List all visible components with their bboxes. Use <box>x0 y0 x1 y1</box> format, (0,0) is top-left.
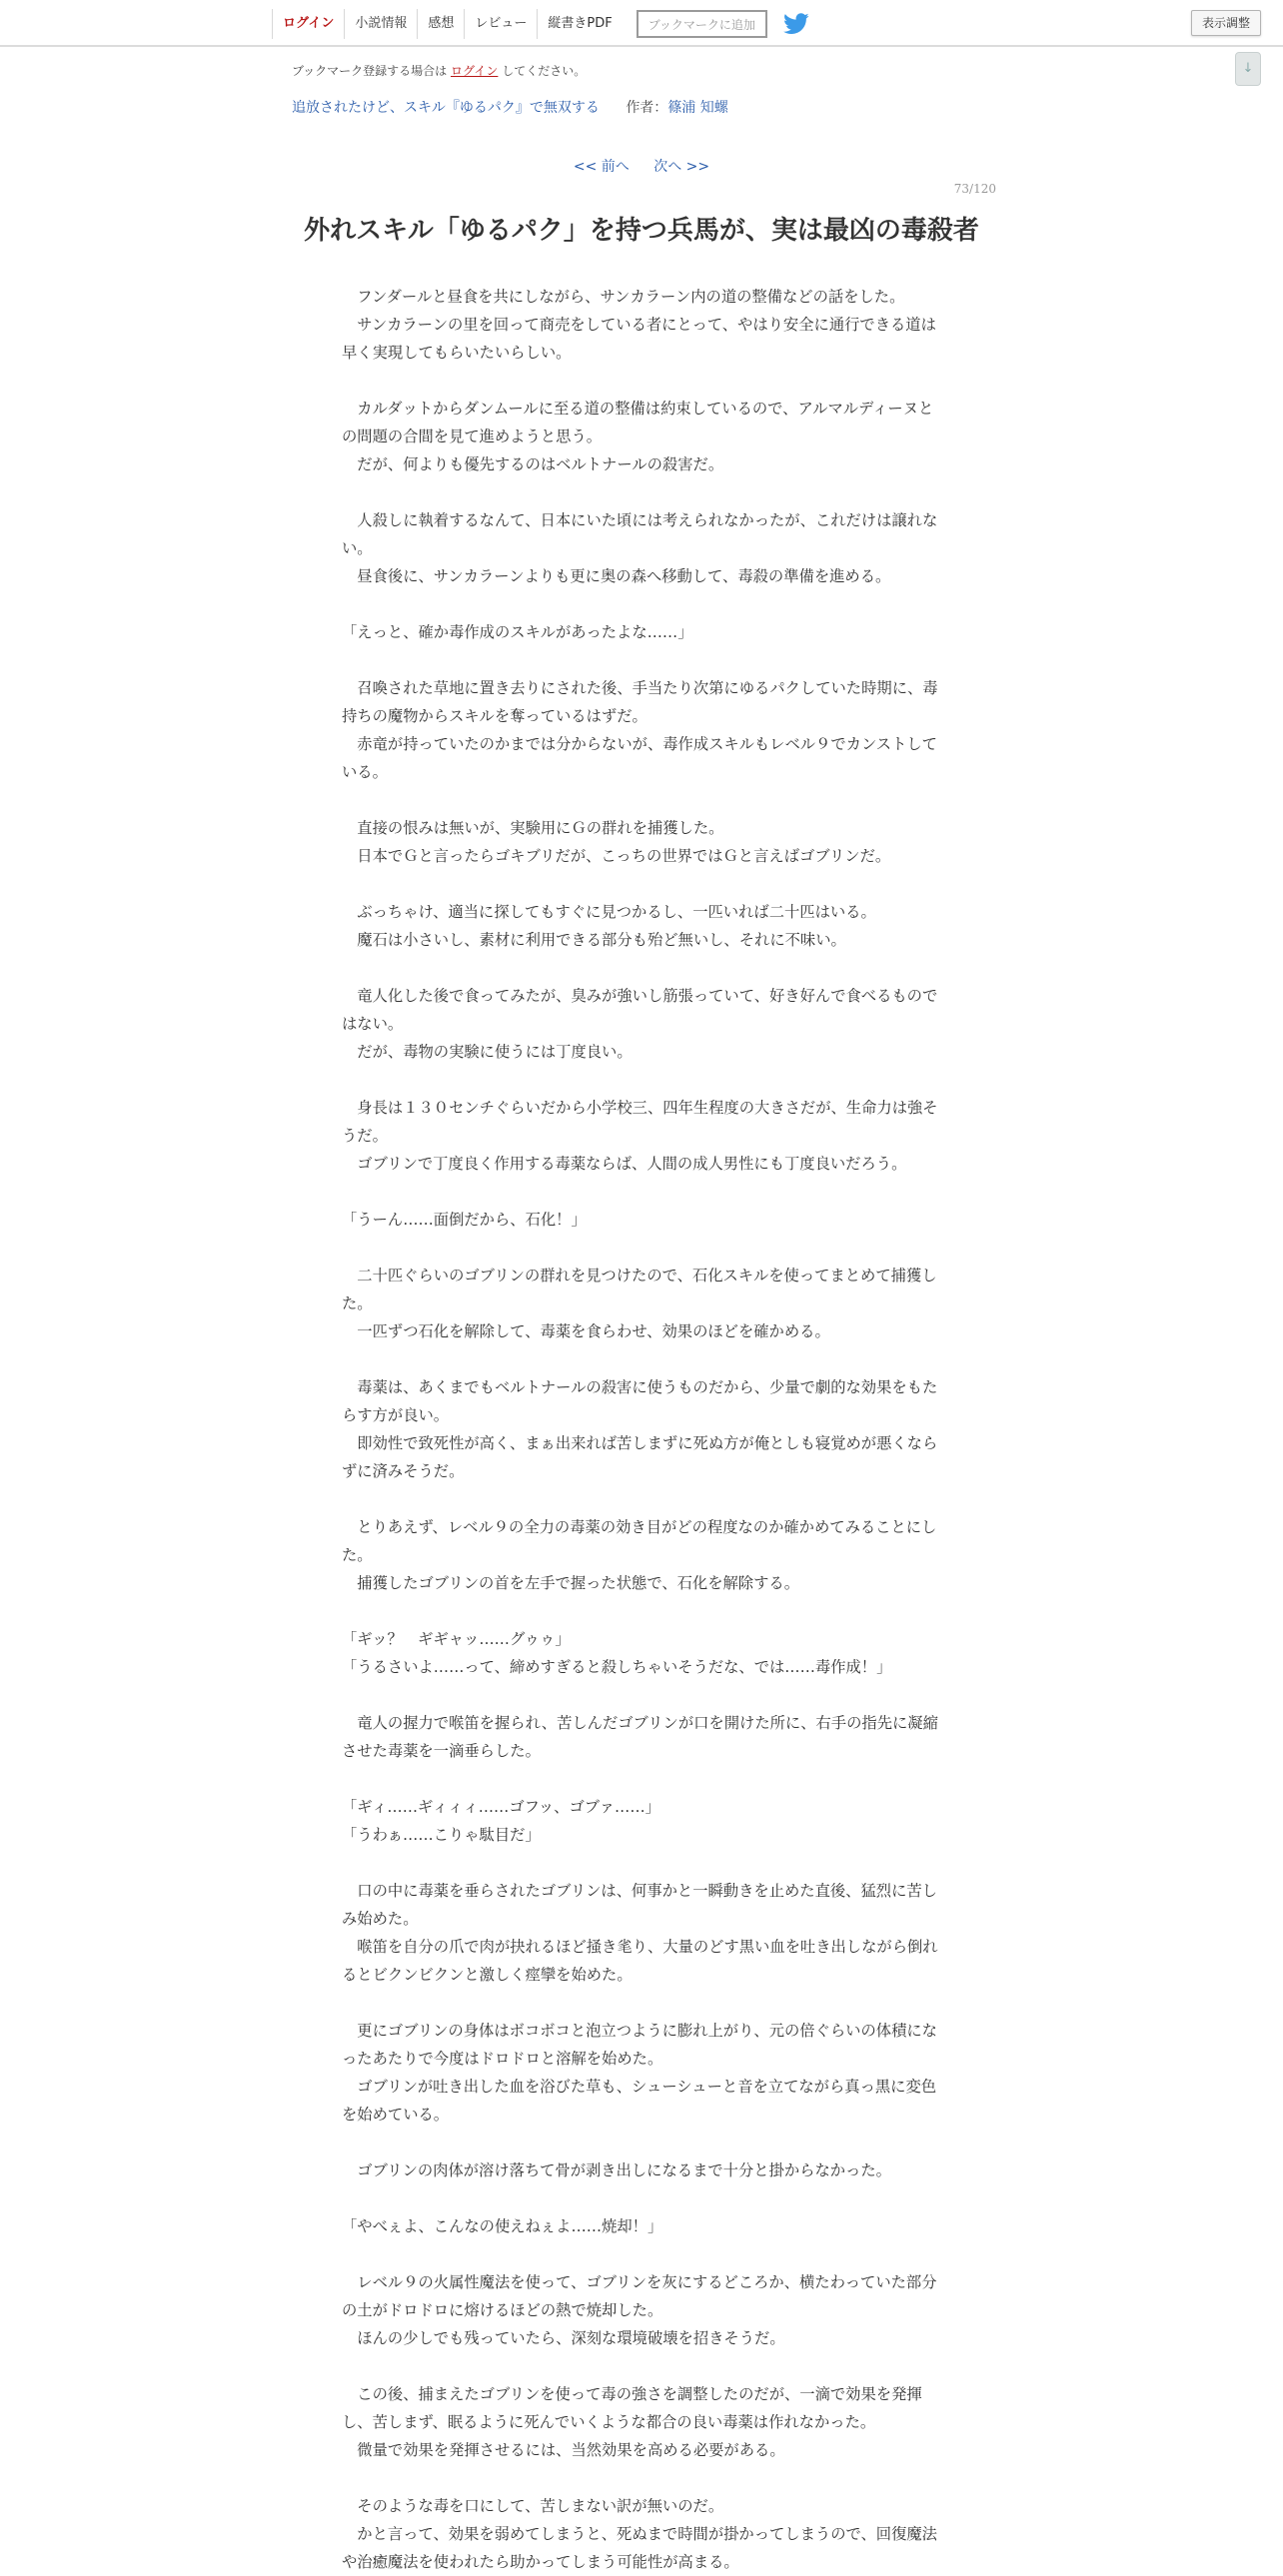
body-paragraph <box>342 786 941 814</box>
notice-after: してください。 <box>502 64 587 78</box>
scroll-down-button[interactable]: ↓ <box>1235 52 1261 86</box>
body-paragraph: ゴブリンの肉体が溶け落ちて骨が剥き出しになるまで十分と掛からなかった。 <box>342 2161 891 2179</box>
nav-review[interactable]: レビュー <box>464 9 537 39</box>
prev-link[interactable]: << 前へ <box>573 159 630 175</box>
body-paragraph <box>342 954 941 982</box>
body-paragraph: 魔石は小さいし、素材に利用できる部分も殆ど無いし、それに不味い。 <box>342 931 846 949</box>
body-paragraph <box>342 590 941 618</box>
body-paragraph: そのような毒を口にして、苦しまない訳が無いのだ。 <box>342 2497 724 2515</box>
body-paragraph: 「うるさいよ……って、締めすぎると殺しちゃいそうだな、では……毒作成！」 <box>342 1658 892 1676</box>
twitter-bird-icon[interactable] <box>783 13 809 35</box>
body-paragraph <box>342 1178 941 1206</box>
body-paragraph: 「えっと、確か毒作成のスキルがあったよな……」 <box>342 623 693 641</box>
next-link[interactable]: 次へ >> <box>653 159 710 175</box>
body-paragraph <box>342 1849 941 1877</box>
body-paragraph <box>342 478 941 506</box>
chapter-count: 73/120 <box>953 182 996 196</box>
notice-login-link[interactable]: ログイン <box>451 64 499 78</box>
body-paragraph: フンダールと昼食を共にしながら、サンカラーン内の道の整備などの話をした。 <box>342 288 905 306</box>
notice-before: ブックマーク登録する場合は <box>292 64 448 78</box>
body-paragraph: 直接の恨みは無いが、実験用にＧの群れを捕獲した。 <box>342 819 724 837</box>
body-paragraph: ぶっちゃけ、適当に探してもすぐに見つかるし、一匹いれば二十匹はいる。 <box>342 903 876 921</box>
body-paragraph <box>342 2240 941 2268</box>
top-header <box>0 0 1283 47</box>
body-paragraph <box>342 1345 941 1373</box>
body-paragraph: 日本でＧと言ったらゴキブリだが、こっちの世界ではＧと言えばゴブリンだ。 <box>342 847 891 865</box>
body-paragraph: 微量で効果を発揮させるには、当然効果を高める必要がある。 <box>342 2441 785 2459</box>
body-paragraph: 「やべぇよ、こんなの使えねぇよ……焼却！」 <box>342 2217 663 2235</box>
body-paragraph <box>342 1765 941 1793</box>
body-paragraph: とりあえず、レベル９の全力の毒薬の効き目がどの程度なのか確かめてみることにした。 <box>342 1518 937 1564</box>
body-paragraph <box>342 1234 941 1262</box>
nav-vertical-pdf[interactable]: 縦書きPDF <box>537 9 622 39</box>
body-paragraph: 「ギィ……ギィィィ……ゴフッ、ゴブァ……」 <box>342 1798 660 1816</box>
body-paragraph <box>342 1681 941 1709</box>
add-bookmark-button[interactable]: ブックマークに追加 <box>637 10 767 38</box>
body-paragraph: 昼食後に、サンカラーンよりも更に奥の森へ移動して、毒殺の準備を進める。 <box>342 567 891 585</box>
body-paragraph <box>342 2129 941 2156</box>
body-paragraph: カルダットからダンムールに至る道の整備は約束しているので、アルマルディーヌとの問題の合間を見て進めようと思う。 <box>342 400 934 445</box>
body-paragraph: 喉笛を自分の爪で肉が抉れるほど掻き毟り、大量のどす黒い血を吐き出しながら倒れるとビクンビクンと激しく痙攣を始めた。 <box>342 1938 938 1984</box>
chapter-pager <box>0 156 1283 176</box>
body-paragraph: ゴブリンが吐き出した血を浴びた草も、シューシューと音を立てながら真っ黒に変色を始めている。 <box>342 2078 937 2124</box>
login-notice <box>292 62 586 79</box>
body-paragraph: 竜人の握力で喉笛を握られ、苦しんだゴブリンが口を開けた所に、右手の指先に凝縮させた毒薬を一滴垂らした。 <box>342 1714 938 1760</box>
body-paragraph <box>342 367 941 395</box>
body-paragraph: 人殺しに執着するなんて、日本にいた頃には考えられなかったが、これだけは譲れない。 <box>342 511 938 557</box>
body-paragraph: 捕獲したゴブリンの首を左手で握った状態で、石化を解除する。 <box>342 1574 799 1592</box>
body-paragraph: この後、捕まえたゴブリンを使って毒の強さを調整したのだが、一滴で効果を発揮し、苦しまず、眠るように死んでいくような都合の良い毒薬は作れなかった。 <box>342 2385 922 2431</box>
body-paragraph: サンカラーンの里を回って商売をしている者にとって、やはり安全に通行できる道は早く実現してもらいたいらしい。 <box>342 316 936 362</box>
body-paragraph <box>342 870 941 898</box>
body-paragraph: 召喚された草地に置き去りにされた後、手当たり次第にゆるパクしていた時期に、毒持ちの魔物からスキルを奪っているはずだ。 <box>342 679 938 725</box>
body-paragraph: 即効性で致死性が高く、まぁ出来れば苦しまずに死ぬ方が俺としも寝覚めが悪くならずに済みそうだ。 <box>342 1434 938 1480</box>
body-paragraph: ほんの少しでも残っていたら、深刻な環境破壊を招きそうだ。 <box>342 2329 785 2347</box>
body-paragraph <box>342 1597 941 1625</box>
body-paragraph: 「うーん……面倒だから、石化！」 <box>342 1211 587 1229</box>
body-paragraph <box>342 646 941 674</box>
body-paragraph: レベル９の火属性魔法を使って、ゴブリンを灰にするどころか、横たわっていた部分の土がドロドロに熔けるほどの熱で焼却した。 <box>342 2273 937 2319</box>
top-nav <box>272 9 809 39</box>
body-paragraph: 赤竜が持っていたのかまでは分からないが、毒作成スキルもレベル９でカンストしている。 <box>342 735 937 781</box>
author-link[interactable]: 篠浦 知螺 <box>667 100 728 116</box>
body-paragraph: 毒薬は、あくまでもベルトナールの殺害に使うものだから、少量で劇的な効果をもたらす方が良い。 <box>342 1378 938 1424</box>
body-paragraph <box>342 2464 941 2492</box>
body-paragraph: 更にゴブリンの身体はボコボコと泡立つように膨れ上がり、元の倍ぐらいの体積になったあたりで今度はドロドロと溶解を始めた。 <box>342 2022 937 2068</box>
body-paragraph: だが、何よりも優先するのはベルトナールの殺害だ。 <box>342 455 724 473</box>
series-title-link[interactable]: 追放されたけど、スキル『ゆるパク』で無双する <box>292 100 600 116</box>
novel-body <box>342 283 941 2576</box>
body-paragraph <box>342 1989 941 2017</box>
body-paragraph <box>342 2352 941 2380</box>
nav-impressions[interactable]: 感想 <box>417 9 464 39</box>
body-paragraph: かと言って、効果を弱めてしまうと、死ぬまで時間が掛かってしまうので、回復魔法や治癒魔法を使われたら助かってしまう可能性が高まる。 <box>342 2525 937 2571</box>
chapter-title: 外れスキル「ゆるパク」を持つ兵馬が、実は最凶の毒殺者 <box>304 216 979 246</box>
nav-login[interactable]: ログイン <box>272 9 344 39</box>
body-paragraph: ゴブリンで丁度良く作用する毒薬ならば、人間の成人男性にも丁度良いだろう。 <box>342 1155 907 1173</box>
body-paragraph <box>342 1066 941 1094</box>
body-paragraph: だが、毒物の実験に使うには丁度良い。 <box>342 1043 633 1061</box>
body-paragraph <box>342 2184 941 2212</box>
body-paragraph: 「ギッ？ ギギャッ……グゥゥ」 <box>342 1630 571 1648</box>
body-paragraph: 竜人化した後で食ってみたが、臭みが強いし筋張っていて、好き好んで食べるものではない。 <box>342 987 938 1033</box>
body-paragraph: 「うわぁ……こりゃ駄目だ」 <box>342 1826 541 1844</box>
author-label: 作者： <box>626 100 668 116</box>
series-info <box>292 97 728 117</box>
body-paragraph: 二十匹ぐらいのゴブリンの群れを見つけたので、石化スキルを使ってまとめて捕獲した。 <box>342 1267 937 1312</box>
body-paragraph: 口の中に毒薬を垂らされたゴブリンは、何事かと一瞬動きを止めた直後、猛烈に苦しみ始めた。 <box>342 1882 937 1928</box>
display-settings-button[interactable]: 表示調整 <box>1191 10 1261 36</box>
nav-novel-info[interactable]: 小説情報 <box>344 9 417 39</box>
body-paragraph: 一匹ずつ石化を解除して、毒薬を食らわせ、効果のほどを確かめる。 <box>342 1322 830 1340</box>
body-paragraph <box>342 1485 941 1513</box>
body-paragraph: 身長は１３０センチぐらいだから小学校三、四年生程度の大きさだが、生命力は強そうだ。 <box>342 1099 938 1145</box>
